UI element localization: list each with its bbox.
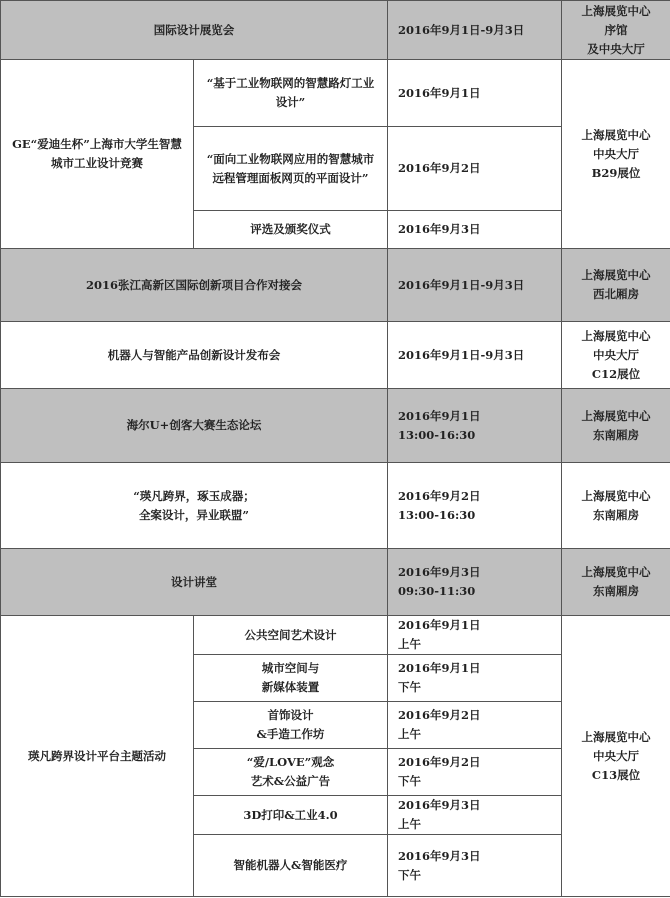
event-title: 国际设计展览会	[1, 1, 388, 60]
table-row	[1, 616, 670, 655]
event-venue: 上海展览中心 东南厢房	[562, 549, 670, 616]
table-row	[1, 549, 670, 616]
table-row	[1, 249, 670, 322]
event-date: 2016年9月1日	[388, 60, 562, 127]
sub-event-title: 评选及颁奖仪式	[194, 211, 388, 249]
event-date: 2016年9月2日 下午	[388, 749, 562, 796]
sub-event-title: 智能机器人&智能医疗	[194, 835, 388, 897]
event-venue: 上海展览中心 序馆 及中央大厅	[562, 1, 670, 60]
event-date: 2016年9月3日	[388, 211, 562, 249]
table-row	[1, 60, 670, 127]
event-title: 2016张江高新区国际创新项目合作对接会	[1, 249, 388, 322]
event-title: 海尔U+创客大赛生态论坛	[1, 389, 388, 463]
event-date: 2016年9月3日 上午	[388, 796, 562, 835]
event-date: 2016年9月1日-9月3日	[388, 1, 562, 60]
event-venue: 上海展览中心 中央大厅 C12展位	[562, 322, 670, 389]
sub-event-title: “面向工业物联网应用的智慧城市远程管理面板网页的平面设计”	[194, 127, 388, 211]
table-row	[1, 463, 670, 549]
event-title: 瑛凡跨界设计平台主题活动	[1, 616, 194, 897]
table-row	[1, 1, 670, 60]
table-row	[1, 389, 670, 463]
event-venue: 上海展览中心 西北厢房	[562, 249, 670, 322]
sub-event-title: 城市空间与 新媒体装置	[194, 655, 388, 702]
event-date: 2016年9月2日 上午	[388, 702, 562, 749]
event-date: 2016年9月1日 13:00-16:30	[388, 389, 562, 463]
sub-event-title: “基于工业物联网的智慧路灯工业设计”	[194, 60, 388, 127]
event-title: GE“爱迪生杯”上海市大学生智慧城市工业设计竞赛	[1, 60, 194, 249]
event-date: 2016年9月3日 09:30-11:30	[388, 549, 562, 616]
event-date: 2016年9月1日-9月3日	[388, 249, 562, 322]
sub-event-title: 3D打印&工业4.0	[194, 796, 388, 835]
event-date: 2016年9月1日 下午	[388, 655, 562, 702]
event-title: “瑛凡跨界，琢玉成器； 全案设计，异业联盟”	[1, 463, 388, 549]
event-date: 2016年9月3日 下午	[388, 835, 562, 897]
table-row	[1, 322, 670, 389]
event-venue: 上海展览中心 东南厢房	[562, 463, 670, 549]
event-venue: 上海展览中心 东南厢房	[562, 389, 670, 463]
sub-event-title: “爱/LOVE”观念 艺术&公益广告	[194, 749, 388, 796]
event-venue: 上海展览中心 中央大厅 B29展位	[562, 60, 670, 249]
event-title: 机器人与智能产品创新设计发布会	[1, 322, 388, 389]
event-title: 设计讲堂	[1, 549, 388, 616]
sub-event-title: 公共空间艺术设计	[194, 616, 388, 655]
sub-event-title: 首饰设计 &手造工作坊	[194, 702, 388, 749]
event-date: 2016年9月2日 13:00-16:30	[388, 463, 562, 549]
event-date: 2016年9月2日	[388, 127, 562, 211]
event-date: 2016年9月1日-9月3日	[388, 322, 562, 389]
event-date: 2016年9月1日 上午	[388, 616, 562, 655]
event-venue: 上海展览中心 中央大厅 C13展位	[562, 616, 670, 897]
